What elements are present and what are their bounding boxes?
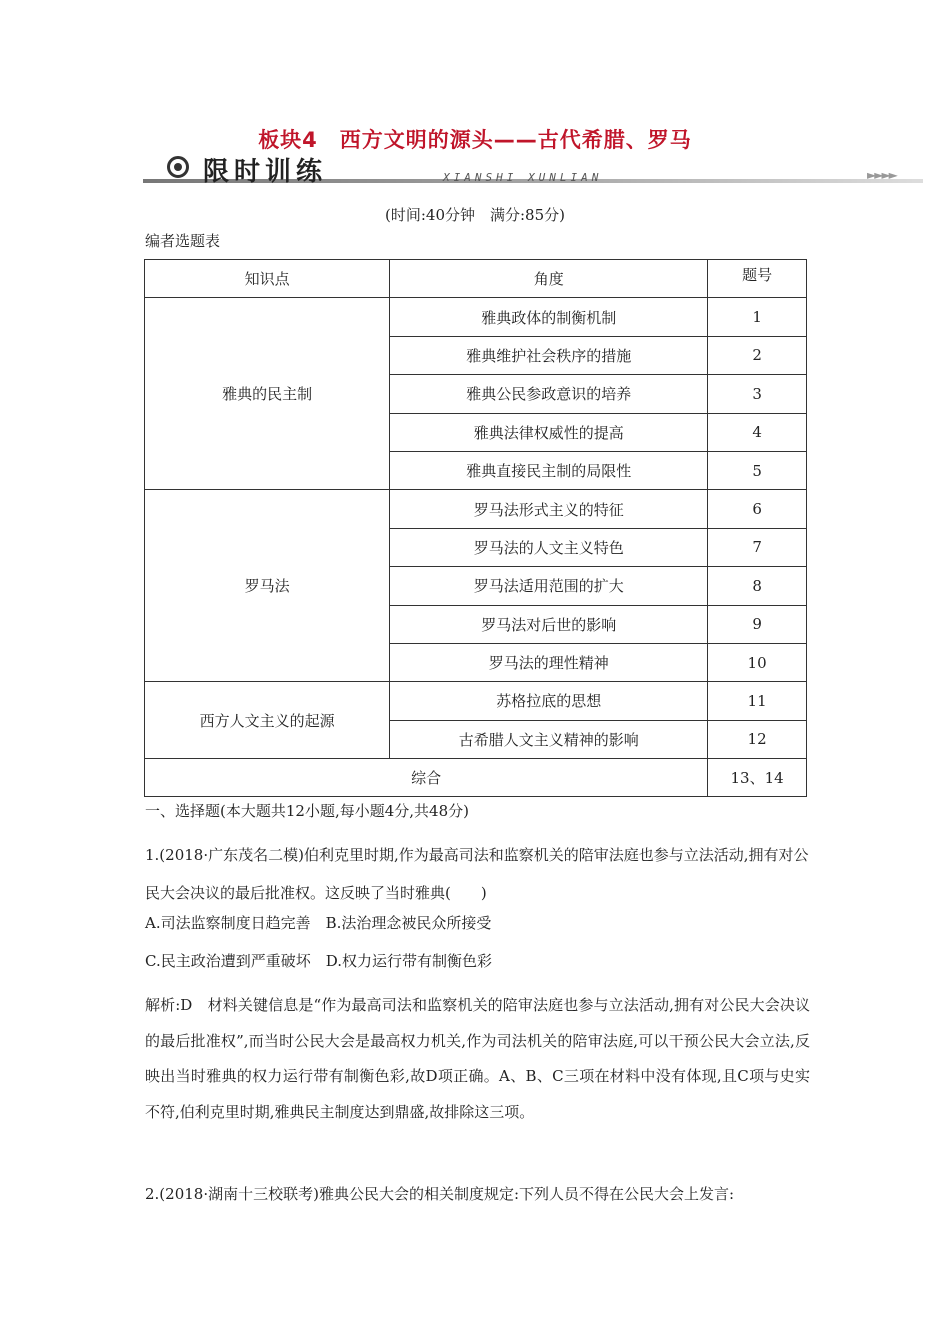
angle-cell: 雅典维护社会秩序的措施 (390, 336, 708, 374)
question-1-stem (145, 836, 810, 912)
angle-cell: 罗马法适用范围的扩大 (390, 567, 708, 605)
target-icon (167, 156, 189, 178)
topic-cell: 罗马法 (145, 490, 390, 682)
number-cell: 11 (708, 682, 807, 720)
angle-cell: 雅典公民参政意识的培养 (390, 375, 708, 413)
number-cell: 12 (708, 720, 807, 758)
angle-cell: 古希腊人文主义精神的影响 (390, 720, 708, 758)
question-2-text: 2.(2018·湖南十三校联考)雅典公民大会的相关制度规定:下列人员不得在公民大会上发言: (145, 1185, 735, 1203)
angle-cell: 雅典政体的制衡机制 (390, 298, 708, 336)
topic-table (144, 259, 807, 797)
section-banner (143, 154, 923, 188)
number-cell: 1 (708, 298, 807, 336)
angle-cell: 雅典直接民主制的局限性 (390, 451, 708, 489)
table-header-row (145, 260, 807, 298)
question-1-options-cd: C.民主政治遭到严重破坏 D.权力运行带有制衡色彩 (145, 952, 492, 970)
document-title: 板块4 西方文明的源头——古代希腊、罗马 (258, 128, 692, 152)
table-row (145, 298, 807, 336)
banner-subtitle: XIANSHI XUNLIAN (443, 171, 603, 184)
arrows-icon: ►►►► (867, 168, 896, 182)
number-cell: 3 (708, 375, 807, 413)
header-angle: 角度 (390, 260, 708, 298)
topic-cell: 雅典的民主制 (145, 298, 390, 490)
table-row (145, 490, 807, 528)
summary-label: 综合 (145, 759, 708, 797)
angle-cell: 罗马法对后世的影响 (390, 605, 708, 643)
number-cell: 9 (708, 605, 807, 643)
question-1-text: 1.(2018·广东茂名二模)伯利克里时期,作为最高司法和监察机关的陪审法庭也参与立法活动,拥有对公民大会决议的最后批准权。这反映了当时雅典( ) (145, 846, 809, 902)
table-caption: 编者选题表 (145, 232, 221, 250)
angle-cell: 罗马法的人文主义特色 (390, 528, 708, 566)
number-cell: 2 (708, 336, 807, 374)
summary-number: 13、14 (708, 759, 807, 797)
table-summary-row (145, 759, 807, 797)
number-cell: 10 (708, 643, 807, 681)
number-cell: 5 (708, 451, 807, 489)
header-topic: 知识点 (145, 260, 390, 298)
number-cell: 4 (708, 413, 807, 451)
section-heading: 一、选择题(本大题共12小题,每小题4分,共48分) (145, 802, 469, 820)
table-row (145, 682, 807, 720)
number-cell: 7 (708, 528, 807, 566)
time-and-score: (时间:40分钟 满分:85分) (385, 206, 565, 224)
question-1-analysis: 解析:D 材料关键信息是“作为最高司法和监察机关的陪审法庭也参与立法活动,拥有对公民大会决议的最后批准权”,而当时公民大会是最高权力机关,作为司法机关的陪审法庭,可以干预公民大会立法,反映出当时雅典的权力运行带有制衡色彩,故D项正确。A、B、C三项在材料中没有体现,且C项与史实不符,伯利克里时期,雅典民主制度达到鼎盛,故排除这三项。 (145, 996, 810, 1121)
question-2-stem (145, 1183, 810, 1205)
angle-cell: 雅典法律权威性的提高 (390, 413, 708, 451)
topic-cell: 西方人文主义的起源 (145, 682, 390, 759)
banner-heading: 限时训练 (203, 157, 328, 187)
angle-cell: 苏格拉底的思想 (390, 682, 708, 720)
number-cell: 8 (708, 567, 807, 605)
number-cell: 6 (708, 490, 807, 528)
angle-cell: 罗马法的理性精神 (390, 643, 708, 681)
header-number: 题号 (708, 260, 807, 298)
question-1-options-ab: A.司法监察制度日趋完善 B.法治理念被民众所接受 (145, 914, 492, 932)
angle-cell: 罗马法形式主义的特征 (390, 490, 708, 528)
